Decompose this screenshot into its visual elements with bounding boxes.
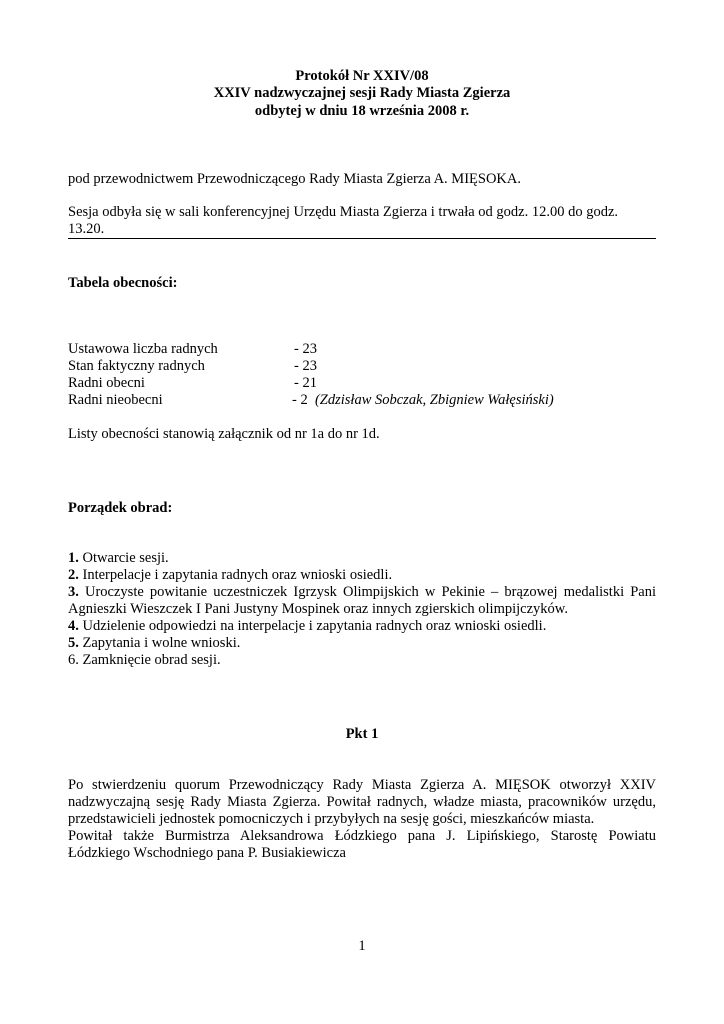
pkt1-line-4: Powitał także Burmistrza Aleksandrowa Łódzkiego pana J. Lipińskiego, Starostę Powiatu	[68, 828, 656, 844]
attendance-label-statutory: Ustawowa liczba radnych	[68, 341, 218, 357]
agenda-item-text: Interpelacje i zapytania radnych oraz wnioski osiedli.	[78, 567, 393, 583]
chair-line: pod przewodnictwem Przewodniczącego Rady Miasta Zgierza A. MIĘSOKA.	[68, 171, 521, 187]
agenda-item-4	[68, 618, 546, 635]
attendance-label-present: Radni obecni	[68, 375, 145, 391]
agenda-item-number: 1.	[68, 550, 79, 566]
absent-count: - 2	[292, 392, 308, 408]
agenda-item-1	[68, 550, 169, 567]
agenda-item-number: 5.	[68, 635, 79, 651]
agenda-item-text: Zapytania i wolne wnioski.	[78, 635, 241, 651]
attendance-lists-note: Listy obecności stanowią załącznik od nr 1a do nr 1d.	[68, 426, 380, 442]
attendance-value-statutory: - 23	[294, 341, 317, 357]
agenda-item-number: 4.	[68, 618, 79, 634]
session-date: odbytej w dniu 18 września 2008 r.	[254, 103, 470, 119]
pkt1-line-3: przedstawicieli jednostek pomocniczych i przybyłych na sesję gości, mieszkańców miasta.	[68, 811, 595, 827]
pkt1-line-1: Po stwierdzeniu quorum Przewodniczący Rady Miasta Zgierza A. MIĘSOK otworzył XXIV	[68, 777, 656, 793]
agenda-item-5	[68, 635, 240, 652]
agenda-item-number: 2.	[68, 567, 79, 583]
pkt1-line-2: nadzwyczajną sesję Rady Miasta Zgierza. Powitał radnych, władze miasta, pracowników urzędu,	[68, 794, 656, 810]
agenda-item-number: 6	[68, 652, 76, 668]
attendance-value-absent	[292, 392, 554, 409]
session-time-line-1: Sesja odbyła się w sali konferencyjnej Urzędu Miasta Zgierza i trwała od godz. 12.00 do godz.	[68, 204, 619, 220]
page-number: 1	[358, 938, 366, 954]
agenda-item-2	[68, 567, 392, 584]
absent-names: (Zdzisław Sobczak, Zbigniew Wałęsiński)	[314, 392, 554, 408]
protocol-number: Protokół Nr XXIV/08	[295, 68, 429, 84]
attendance-value-present: - 21	[294, 375, 317, 391]
agenda-item-text: Udzielenie odpowiedzi na interpelacje i zapytania radnych oraz wnioski osiedli.	[78, 618, 547, 634]
pkt1-line-5: Łódzkiego Wschodniego pana P. Busiakiewicza	[68, 845, 346, 861]
agenda-heading: Porządek obrad:	[68, 500, 173, 516]
attendance-value-actual: - 23	[294, 358, 317, 374]
horizontal-rule	[68, 238, 656, 239]
pkt1-heading: Pkt 1	[345, 726, 379, 742]
agenda-item-text: Otwarcie sesji.	[78, 550, 169, 566]
agenda-item-6	[68, 652, 221, 669]
attendance-label-absent: Radni nieobecni	[68, 392, 163, 408]
session-title: XXIV nadzwyczajnej sesji Rady Miasta Zgierza	[213, 85, 511, 101]
agenda-item-text: . Zamknięcie obrad sesji.	[75, 652, 221, 668]
agenda-item-3-continued: Agnieszki Wieszczek I Pani Justyny Mospinek oraz innych zgierskich olimpijczyków.	[68, 601, 568, 617]
agenda-item-3	[68, 584, 656, 601]
session-time-line-2: 13.20.	[68, 221, 105, 237]
agenda-item-number: 3.	[68, 584, 79, 600]
attendance-label-actual: Stan faktyczny radnych	[68, 358, 205, 374]
agenda-item-text: Uroczyste powitanie uczestniczek Igrzysk Olimpijskich w Pekinie – brązowej medalistki Pani	[78, 584, 656, 600]
attendance-heading: Tabela obecności:	[68, 275, 178, 291]
